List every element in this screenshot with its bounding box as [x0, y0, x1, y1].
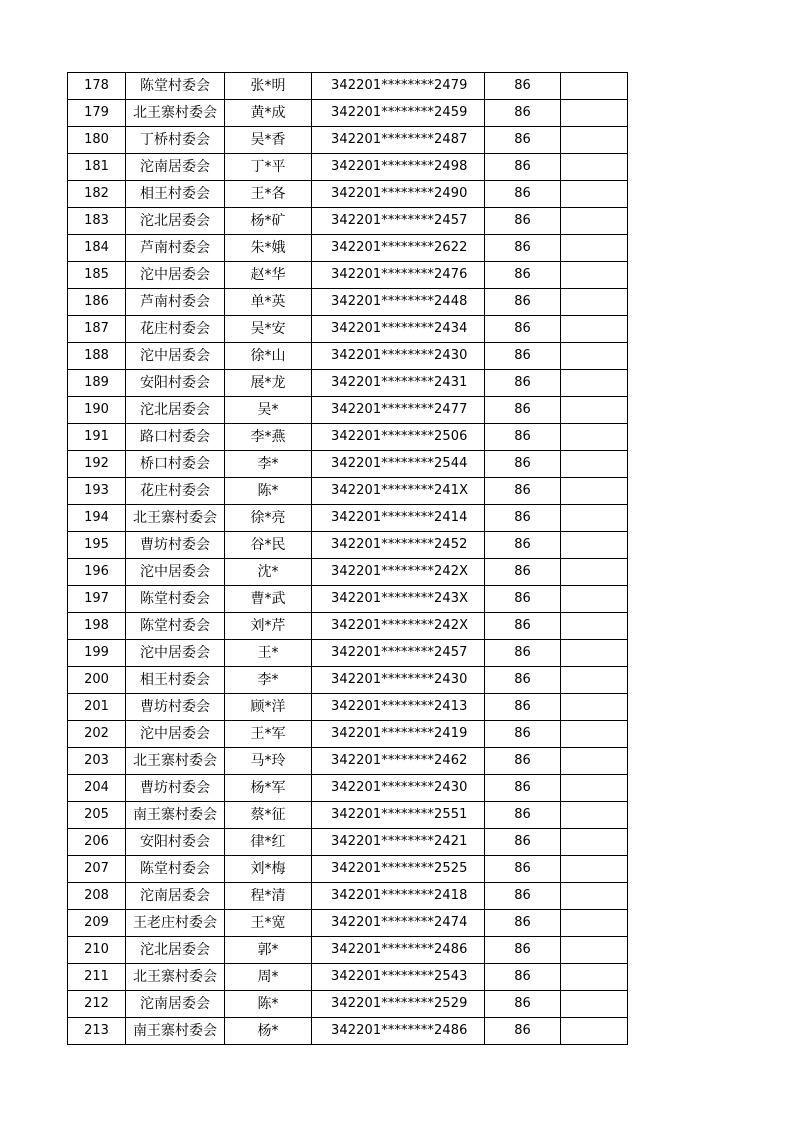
score-cell: 86 — [485, 478, 561, 505]
id-number-cell: 342201********2622 — [312, 235, 485, 262]
note-cell — [561, 991, 628, 1018]
score-cell: 86 — [485, 316, 561, 343]
row-number-cell: 203 — [68, 748, 126, 775]
person-name-cell: 单*英 — [225, 289, 312, 316]
score-cell: 86 — [485, 127, 561, 154]
row-number-cell: 192 — [68, 451, 126, 478]
table-row — [68, 991, 628, 1018]
note-cell — [561, 748, 628, 775]
note-cell — [561, 478, 628, 505]
unit-cell: 沱中居委会 — [126, 559, 225, 586]
score-cell: 86 — [485, 100, 561, 127]
person-name-cell: 周* — [225, 964, 312, 991]
table-row — [68, 289, 628, 316]
score-cell: 86 — [485, 640, 561, 667]
person-name-cell: 徐*亮 — [225, 505, 312, 532]
unit-cell: 路口村委会 — [126, 424, 225, 451]
unit-cell: 沱北居委会 — [126, 937, 225, 964]
note-cell — [561, 856, 628, 883]
person-name-cell: 丁*平 — [225, 154, 312, 181]
score-cell: 86 — [485, 397, 561, 424]
row-number-cell: 179 — [68, 100, 126, 127]
person-name-cell: 曹*武 — [225, 586, 312, 613]
note-cell — [561, 802, 628, 829]
unit-cell: 北王寨村委会 — [126, 964, 225, 991]
table-row — [68, 748, 628, 775]
person-name-cell: 王*各 — [225, 181, 312, 208]
unit-cell: 相王村委会 — [126, 181, 225, 208]
table-row — [68, 343, 628, 370]
id-number-cell: 342201********2452 — [312, 532, 485, 559]
row-number-cell: 193 — [68, 478, 126, 505]
unit-cell: 安阳村委会 — [126, 370, 225, 397]
id-number-cell: 342201********243X — [312, 586, 485, 613]
id-number-cell: 342201********2529 — [312, 991, 485, 1018]
id-number-cell: 342201********2431 — [312, 370, 485, 397]
id-number-cell: 342201********2486 — [312, 937, 485, 964]
note-cell — [561, 100, 628, 127]
unit-cell: 相王村委会 — [126, 667, 225, 694]
table-row — [68, 235, 628, 262]
score-cell: 86 — [485, 451, 561, 478]
id-number-cell: 342201********2487 — [312, 127, 485, 154]
person-name-cell: 吴* — [225, 397, 312, 424]
note-cell — [561, 883, 628, 910]
score-cell: 86 — [485, 343, 561, 370]
row-number-cell: 191 — [68, 424, 126, 451]
row-number-cell: 200 — [68, 667, 126, 694]
note-cell — [561, 73, 628, 100]
note-cell — [561, 397, 628, 424]
table-row — [68, 397, 628, 424]
id-number-cell: 342201********2490 — [312, 181, 485, 208]
row-number-cell: 199 — [68, 640, 126, 667]
row-number-cell: 181 — [68, 154, 126, 181]
score-cell: 86 — [485, 586, 561, 613]
unit-cell: 北王寨村委会 — [126, 505, 225, 532]
person-name-cell: 杨* — [225, 1018, 312, 1045]
person-name-cell: 朱*娥 — [225, 235, 312, 262]
row-number-cell: 207 — [68, 856, 126, 883]
unit-cell: 曹坊村委会 — [126, 532, 225, 559]
person-name-cell: 黄*成 — [225, 100, 312, 127]
person-name-cell: 刘*芹 — [225, 613, 312, 640]
id-number-cell: 342201********2476 — [312, 262, 485, 289]
row-number-cell: 186 — [68, 289, 126, 316]
score-cell: 86 — [485, 667, 561, 694]
id-number-cell: 342201********2462 — [312, 748, 485, 775]
person-name-cell: 王*宽 — [225, 910, 312, 937]
table-row — [68, 667, 628, 694]
roster-table-body — [68, 73, 628, 1045]
table-row — [68, 829, 628, 856]
id-number-cell: 342201********2477 — [312, 397, 485, 424]
person-name-cell: 顾*洋 — [225, 694, 312, 721]
score-cell: 86 — [485, 370, 561, 397]
id-number-cell: 342201********2430 — [312, 775, 485, 802]
id-number-cell: 342201********2486 — [312, 1018, 485, 1045]
note-cell — [561, 640, 628, 667]
id-number-cell: 342201********2544 — [312, 451, 485, 478]
row-number-cell: 208 — [68, 883, 126, 910]
note-cell — [561, 532, 628, 559]
id-number-cell: 342201********2419 — [312, 721, 485, 748]
unit-cell: 北王寨村委会 — [126, 100, 225, 127]
id-number-cell: 342201********2498 — [312, 154, 485, 181]
note-cell — [561, 613, 628, 640]
table-row — [68, 532, 628, 559]
table-row — [68, 721, 628, 748]
table-row — [68, 451, 628, 478]
unit-cell: 沱南居委会 — [126, 154, 225, 181]
person-name-cell: 律*红 — [225, 829, 312, 856]
person-name-cell: 陈* — [225, 991, 312, 1018]
note-cell — [561, 694, 628, 721]
note-cell — [561, 586, 628, 613]
unit-cell: 花庄村委会 — [126, 478, 225, 505]
note-cell — [561, 505, 628, 532]
table-row — [68, 208, 628, 235]
person-name-cell: 程*清 — [225, 883, 312, 910]
person-name-cell: 徐*山 — [225, 343, 312, 370]
score-cell: 86 — [485, 289, 561, 316]
roster-table — [67, 72, 628, 1045]
note-cell — [561, 721, 628, 748]
person-name-cell: 王* — [225, 640, 312, 667]
note-cell — [561, 910, 628, 937]
person-name-cell: 郭* — [225, 937, 312, 964]
unit-cell: 沱中居委会 — [126, 640, 225, 667]
unit-cell: 沱中居委会 — [126, 721, 225, 748]
person-name-cell: 李* — [225, 451, 312, 478]
row-number-cell: 180 — [68, 127, 126, 154]
score-cell: 86 — [485, 910, 561, 937]
score-cell: 86 — [485, 775, 561, 802]
score-cell: 86 — [485, 829, 561, 856]
unit-cell: 南王寨村委会 — [126, 802, 225, 829]
unit-cell: 陈堂村委会 — [126, 586, 225, 613]
id-number-cell: 342201********241X — [312, 478, 485, 505]
id-number-cell: 342201********2457 — [312, 208, 485, 235]
score-cell: 86 — [485, 748, 561, 775]
row-number-cell: 182 — [68, 181, 126, 208]
table-row — [68, 424, 628, 451]
id-number-cell: 342201********2459 — [312, 100, 485, 127]
unit-cell: 陈堂村委会 — [126, 856, 225, 883]
score-cell: 86 — [485, 964, 561, 991]
row-number-cell: 184 — [68, 235, 126, 262]
score-cell: 86 — [485, 1018, 561, 1045]
person-name-cell: 杨*军 — [225, 775, 312, 802]
unit-cell: 桥口村委会 — [126, 451, 225, 478]
person-name-cell: 陈* — [225, 478, 312, 505]
row-number-cell: 185 — [68, 262, 126, 289]
table-row — [68, 640, 628, 667]
table-row — [68, 910, 628, 937]
row-number-cell: 213 — [68, 1018, 126, 1045]
score-cell: 86 — [485, 532, 561, 559]
score-cell: 86 — [485, 181, 561, 208]
person-name-cell: 王*军 — [225, 721, 312, 748]
score-cell: 86 — [485, 424, 561, 451]
note-cell — [561, 154, 628, 181]
person-name-cell: 蔡*征 — [225, 802, 312, 829]
row-number-cell: 206 — [68, 829, 126, 856]
row-number-cell: 178 — [68, 73, 126, 100]
id-number-cell: 342201********2413 — [312, 694, 485, 721]
note-cell — [561, 316, 628, 343]
score-cell: 86 — [485, 937, 561, 964]
row-number-cell: 190 — [68, 397, 126, 424]
row-number-cell: 188 — [68, 343, 126, 370]
note-cell — [561, 208, 628, 235]
id-number-cell: 342201********2421 — [312, 829, 485, 856]
note-cell — [561, 289, 628, 316]
unit-cell: 沱南居委会 — [126, 883, 225, 910]
row-number-cell: 195 — [68, 532, 126, 559]
row-number-cell: 189 — [68, 370, 126, 397]
person-name-cell: 张*明 — [225, 73, 312, 100]
note-cell — [561, 235, 628, 262]
score-cell: 86 — [485, 613, 561, 640]
unit-cell: 沱北居委会 — [126, 397, 225, 424]
person-name-cell: 展*龙 — [225, 370, 312, 397]
table-row — [68, 316, 628, 343]
table-row — [68, 559, 628, 586]
id-number-cell: 342201********242X — [312, 613, 485, 640]
note-cell — [561, 937, 628, 964]
row-number-cell: 183 — [68, 208, 126, 235]
row-number-cell: 194 — [68, 505, 126, 532]
score-cell: 86 — [485, 856, 561, 883]
unit-cell: 曹坊村委会 — [126, 775, 225, 802]
person-name-cell: 谷*民 — [225, 532, 312, 559]
unit-cell: 沱中居委会 — [126, 343, 225, 370]
row-number-cell: 197 — [68, 586, 126, 613]
id-number-cell: 342201********2430 — [312, 667, 485, 694]
row-number-cell: 198 — [68, 613, 126, 640]
unit-cell: 沱南居委会 — [126, 991, 225, 1018]
table-row — [68, 883, 628, 910]
note-cell — [561, 964, 628, 991]
unit-cell: 王老庄村委会 — [126, 910, 225, 937]
table-row — [68, 478, 628, 505]
row-number-cell: 204 — [68, 775, 126, 802]
id-number-cell: 342201********2506 — [312, 424, 485, 451]
table-row — [68, 802, 628, 829]
id-number-cell: 342201********2448 — [312, 289, 485, 316]
unit-cell: 安阳村委会 — [126, 829, 225, 856]
id-number-cell: 342201********2525 — [312, 856, 485, 883]
person-name-cell: 吴*安 — [225, 316, 312, 343]
score-cell: 86 — [485, 505, 561, 532]
table-row — [68, 181, 628, 208]
unit-cell: 南王寨村委会 — [126, 1018, 225, 1045]
note-cell — [561, 127, 628, 154]
table-row — [68, 964, 628, 991]
row-number-cell: 212 — [68, 991, 126, 1018]
note-cell — [561, 181, 628, 208]
person-name-cell: 刘*梅 — [225, 856, 312, 883]
person-name-cell: 沈* — [225, 559, 312, 586]
note-cell — [561, 343, 628, 370]
table-row — [68, 856, 628, 883]
row-number-cell: 211 — [68, 964, 126, 991]
table-row — [68, 694, 628, 721]
person-name-cell: 杨*矿 — [225, 208, 312, 235]
table-row — [68, 73, 628, 100]
table-row — [68, 586, 628, 613]
row-number-cell: 210 — [68, 937, 126, 964]
note-cell — [561, 667, 628, 694]
note-cell — [561, 559, 628, 586]
table-row — [68, 370, 628, 397]
unit-cell: 芦南村委会 — [126, 289, 225, 316]
score-cell: 86 — [485, 73, 561, 100]
score-cell: 86 — [485, 802, 561, 829]
person-name-cell: 李*燕 — [225, 424, 312, 451]
unit-cell: 曹坊村委会 — [126, 694, 225, 721]
unit-cell: 陈堂村委会 — [126, 73, 225, 100]
score-cell: 86 — [485, 991, 561, 1018]
id-number-cell: 342201********2551 — [312, 802, 485, 829]
table-row — [68, 775, 628, 802]
table-row — [68, 937, 628, 964]
person-name-cell: 赵*华 — [225, 262, 312, 289]
id-number-cell: 342201********2414 — [312, 505, 485, 532]
score-cell: 86 — [485, 235, 561, 262]
note-cell — [561, 451, 628, 478]
row-number-cell: 196 — [68, 559, 126, 586]
unit-cell: 丁桥村委会 — [126, 127, 225, 154]
id-number-cell: 342201********2543 — [312, 964, 485, 991]
id-number-cell: 342201********2457 — [312, 640, 485, 667]
score-cell: 86 — [485, 721, 561, 748]
table-row — [68, 1018, 628, 1045]
table-row — [68, 505, 628, 532]
score-cell: 86 — [485, 208, 561, 235]
row-number-cell: 187 — [68, 316, 126, 343]
unit-cell: 芦南村委会 — [126, 235, 225, 262]
id-number-cell: 342201********2430 — [312, 343, 485, 370]
score-cell: 86 — [485, 559, 561, 586]
unit-cell: 北王寨村委会 — [126, 748, 225, 775]
table-row — [68, 262, 628, 289]
row-number-cell: 205 — [68, 802, 126, 829]
note-cell — [561, 424, 628, 451]
id-number-cell: 342201********242X — [312, 559, 485, 586]
person-name-cell: 马*玲 — [225, 748, 312, 775]
score-cell: 86 — [485, 694, 561, 721]
id-number-cell: 342201********2479 — [312, 73, 485, 100]
score-cell: 86 — [485, 262, 561, 289]
row-number-cell: 202 — [68, 721, 126, 748]
table-row — [68, 613, 628, 640]
score-cell: 86 — [485, 154, 561, 181]
person-name-cell: 吴*香 — [225, 127, 312, 154]
table-row — [68, 154, 628, 181]
id-number-cell: 342201********2474 — [312, 910, 485, 937]
unit-cell: 沱中居委会 — [126, 262, 225, 289]
row-number-cell: 201 — [68, 694, 126, 721]
table-row — [68, 127, 628, 154]
table-row — [68, 100, 628, 127]
note-cell — [561, 829, 628, 856]
note-cell — [561, 262, 628, 289]
score-cell: 86 — [485, 883, 561, 910]
unit-cell: 花庄村委会 — [126, 316, 225, 343]
unit-cell: 陈堂村委会 — [126, 613, 225, 640]
note-cell — [561, 775, 628, 802]
note-cell — [561, 1018, 628, 1045]
person-name-cell: 李* — [225, 667, 312, 694]
id-number-cell: 342201********2434 — [312, 316, 485, 343]
note-cell — [561, 370, 628, 397]
id-number-cell: 342201********2418 — [312, 883, 485, 910]
row-number-cell: 209 — [68, 910, 126, 937]
unit-cell: 沱北居委会 — [126, 208, 225, 235]
